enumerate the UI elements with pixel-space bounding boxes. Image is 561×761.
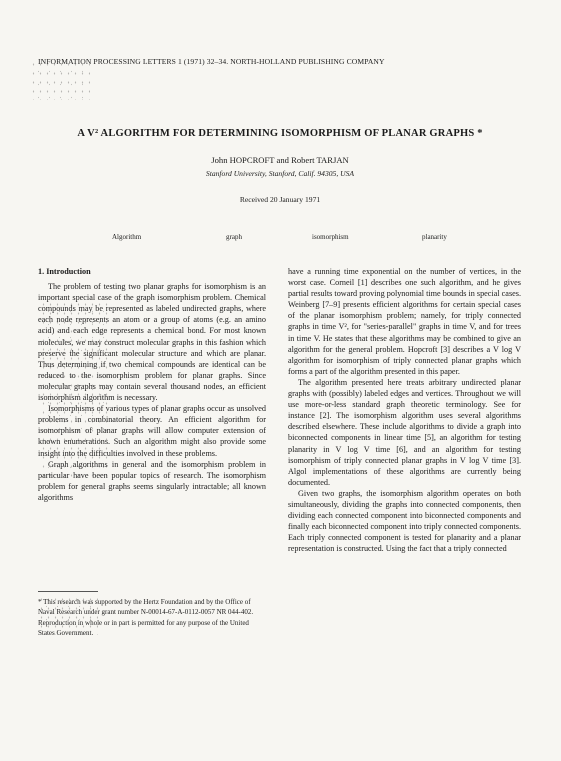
section-heading: 1. Introduction <box>38 267 91 276</box>
keyword: isomorphism <box>312 233 349 241</box>
keyword: graph <box>226 233 242 241</box>
footnote-text: * This research was supported by the Hertz Foundation and by the Office of Naval Research under grant number N-00014-67-A-0112-0057 NR 044-402. Reproduction in whole or in part is permitted for any purpose of the United States Government. <box>38 598 254 637</box>
keyword: planarity <box>422 233 447 241</box>
paragraph: The problem of testing two planar graphs for isomorphism is an important special case of the graph isomorphism problem. Chemical compounds may be represented as labeled undirected graphs, where each node represents an atom or a group of atoms (e.g. an amino acid) and each edge represents a chemical bond. For most known molecules, we may construct molecular graphs in this fashion which preserve the significant molecular structure and which are planar. Thus determining if two chemical compounds are identical can be reduced to the isomorphism problem for planar graphs. Since molecular graphs may contain several thousand nodes, an efficient isomorphism algorithm is necessary. <box>38 282 266 403</box>
right-column <box>288 266 521 554</box>
footnote-rule <box>38 591 98 592</box>
paragraph: have a running time exponential on the number of vertices, in the worst case. Corneil [1] describes one such algorithm, and he gives partial results toward proving polynomial time bounds in special cases. Weinberg [7–9] presents efficient algorithms for certain special cases of the planar isomorphism problem; namely, for triply connected graphs in time V², for "series-parallel" graphs in time V, and for trees in time V. He states that these algorithms may be combined to give an algorithm for the general problem. Hopcroft [3] describes a V log V algorithm for isomorphism of triply connected planar graphs which forms a part of the algorithm presented in this paper. <box>288 267 521 376</box>
keywords <box>40 233 520 247</box>
scan-noise <box>30 60 90 100</box>
paragraph: The algorithm presented here treats arbitrary undirected planar graphs with (possibly) labeled edges and vertices. Throughout we will use more-or-less standard graph theoretic terminology. See for instance [2]. The isomorphism algorithm uses several algorithms described elsewhere. These include algorithms to divide a graph into biconnected components in linear time [5], an algorithm for testing planarity in V log V time [6], and an algorithm for testing isomorphism of triply connected planar graphs in V log V time [3]. Algol implementations of these algorithms are currently being documented. <box>288 377 521 487</box>
paragraph: Given two graphs, the isomorphism algorithm operates on both simultaneously, dividing the graphs into connected components, then dividing each connected component into biconnected components and finally each biconnected component into triply connected components. Each triply connected component is tested for planarity and a planar representation is constructed. Using the fact that a triply connected <box>288 488 521 554</box>
paragraph: Graph algorithms in general and the isomorphism problem in particular have been popular topics of research. The isomorphism problem for general graphs seems singularly intractable; all known algorithms <box>38 459 266 502</box>
keyword: Algorithm <box>112 233 142 241</box>
footnote <box>38 597 258 638</box>
paper-title: A V² ALGORITHM FOR DETERMINING ISOMORPHISM OF PLANAR GRAPHS * <box>77 128 483 139</box>
paragraph: Isomorphisms of various types of planar graphs occur as unsolved problems in combinatorial theory. An efficient algorithm for isomorphism of planar graphs will allow computer extension of known enumerations. Such an algorithm might also provide some insight into the difficulties involved in these problems. <box>38 404 266 458</box>
received-date: Received 20 January 1971 <box>239 195 321 204</box>
journal-header: INFORMATION PROCESSING LETTERS 1 (1971) 32–34. NORTH-HOLLAND PUBLISHING COMPANY <box>38 57 385 66</box>
left-column <box>38 266 266 503</box>
authors: John HOPCROFT and Robert TARJAN <box>211 155 349 165</box>
affiliation: Stanford University, Stanford, Calif. 94305, USA <box>205 169 355 178</box>
